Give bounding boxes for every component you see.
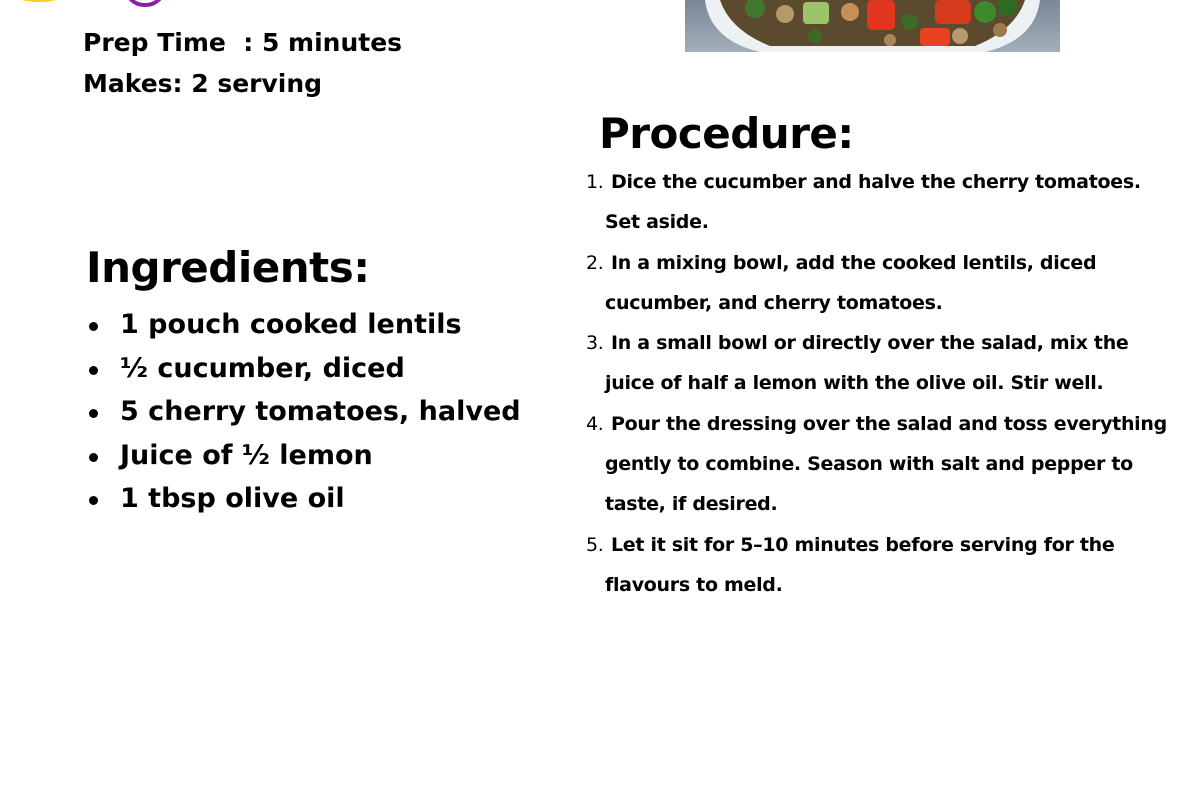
salad-photo <box>685 0 1060 52</box>
prep-time: Prep Time : 5 minutes <box>83 28 403 57</box>
ingredients-heading: Ingredients: <box>86 243 370 292</box>
procedure-step <box>580 525 1170 606</box>
step-number: 2. <box>586 251 604 274</box>
step-text: Pour the dressing over the salad and toss everything gently to combine. Season with salt and pepper to taste, if desired. <box>605 412 1167 516</box>
ingredient-item <box>86 306 521 350</box>
step-text: Dice the cucumber and halve the cherry tomatoes. Set aside. <box>605 171 1141 234</box>
step-number: 3. <box>586 332 604 355</box>
ingredient-item <box>86 350 521 394</box>
bullet-icon <box>89 496 98 505</box>
ingredient-label: ½ cucumber, diced <box>120 352 405 384</box>
ingredient-item <box>86 393 521 437</box>
step-number: 5. <box>586 533 604 556</box>
procedure-step <box>580 243 1170 324</box>
bullet-icon <box>89 322 98 331</box>
bullet-icon <box>89 409 98 418</box>
procedure-list <box>580 162 1170 605</box>
bullet-icon <box>89 453 98 462</box>
step-text: In a small bowl or directly over the salad, mix the juice of half a lemon with the olive oil. Stir well. <box>605 332 1129 395</box>
ingredient-label: 1 tbsp olive oil <box>120 483 345 514</box>
procedure-step <box>580 404 1170 525</box>
ingredient-label: 5 cherry tomatoes, halved <box>120 396 521 427</box>
ingredient-item <box>86 437 521 481</box>
step-number: 4. <box>586 412 604 435</box>
ingredients-list <box>86 306 521 524</box>
step-text: In a mixing bowl, add the cooked lentils, diced cucumber, and cherry tomatoes. <box>605 251 1097 314</box>
procedure-heading: Procedure: <box>599 109 854 158</box>
decorative-purple-shape <box>124 0 166 7</box>
salad-bowl-image <box>685 0 1060 52</box>
procedure-step <box>580 162 1170 243</box>
servings: Makes: 2 serving <box>83 69 323 98</box>
decorative-yellow-shape <box>10 0 68 2</box>
ingredient-item <box>86 480 521 524</box>
step-text: Let it sit for 5–10 minutes before serving for the flavours to meld. <box>605 533 1115 596</box>
bullet-icon <box>89 366 98 375</box>
step-number: 1. <box>586 171 604 193</box>
procedure-step <box>580 323 1170 404</box>
ingredient-label: Juice of ½ lemon <box>120 439 373 471</box>
ingredient-label: 1 pouch cooked lentils <box>120 309 462 340</box>
